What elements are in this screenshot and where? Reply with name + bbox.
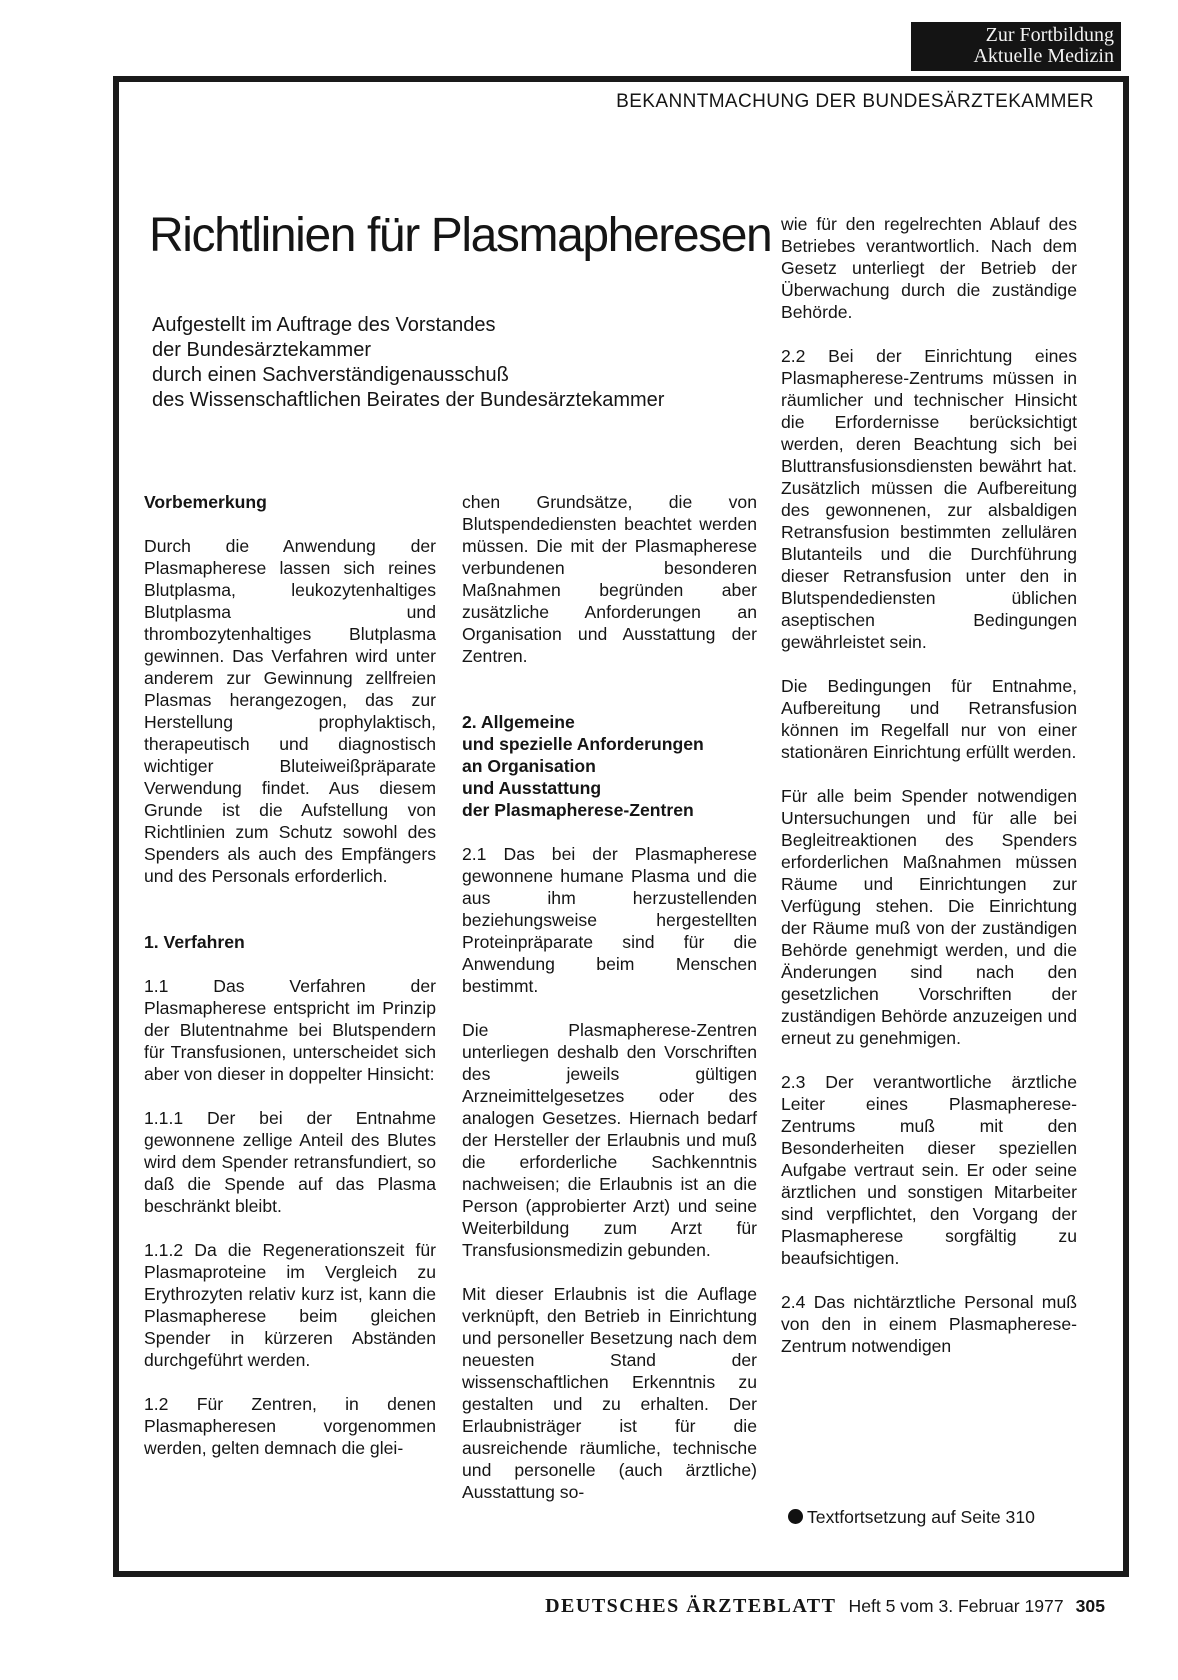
heading-line: und Ausstattung xyxy=(462,778,602,798)
heading-verfahren: 1. Verfahren xyxy=(144,932,245,952)
section-tag-line-2: Aktuelle Medizin xyxy=(973,45,1114,67)
heading-anforderungen xyxy=(462,711,757,821)
bullet-icon xyxy=(788,1509,803,1524)
paragraph-1-2-continued: chen Grundsätze, die von Blutspendediensten beachtet werden müssen. Die mit der Plasmapherese verbundenen besonderen Maßnahmen begründen aber zusätzliche Anforderungen an Organisation und Ausstattung der Zentren. xyxy=(462,492,757,666)
issue-info: Heft 5 vom 3. Februar 1977 xyxy=(848,1596,1064,1616)
paragraph-2-2: 2.2 Bei der Einrichtung eines Plasmapherese-Zentrums müssen in räumlicher und technischer Hinsicht die Erfordernisse berücksichtigt werden, deren Beachtung sich bei Bluttransfusionsdiensten bewährt hat. Zusätzlich müssen die Aufbereitung des gewonnenen, zur alsbaldigen Retransfusion bestimmten zellulären Blutanteils und die Durchführung dieser Retransfusion unter den in Blutspendediensten üblichen aseptischen Bedingungen gewährleistet sein. xyxy=(781,346,1077,652)
paragraph-1-1: 1.1 Das Verfahren der Plasmapherese entspricht im Prinzip der Blutentnahme bei Blutspendern für Transfusionen, unterscheidet sich aber von dieser in doppelter Hinsicht: xyxy=(144,976,436,1084)
paragraph-1-2: 1.2 Für Zentren, in denen Plasmapheresen vorgenommen werden, gelten demnach die glei- xyxy=(144,1394,436,1458)
paragraph-erlaubnis-continued: wie für den regelrechten Ablauf des Betriebes verantwortlich. Nach dem Gesetz unterliegt der Betrieb der Überwachung durch die zuständige Behörde. xyxy=(781,214,1077,322)
subtitle-line: Aufgestellt im Auftrage des Vorstandes xyxy=(152,314,496,336)
text-column-3 xyxy=(781,213,1077,1357)
heading-line: an Organisation xyxy=(462,756,596,776)
paragraph-2-1: 2.1 Das bei der Plasmapherese gewonnene humane Plasma und die aus ihm herzustellenden beziehungsweise hergestellten Proteinpräparate sind für die Anwendung beim Menschen bestimmt. xyxy=(462,844,757,996)
paragraph-bedingungen: Die Bedingungen für Entnahme, Aufbereitung und Retransfusion können im Regelfall nur von einer stationären Einrichtung erfüllt werden. xyxy=(781,676,1077,762)
continuation-note xyxy=(788,1506,1035,1528)
page-footer xyxy=(0,1595,1105,1618)
spacer xyxy=(144,887,436,931)
heading-line: 2. Allgemeine xyxy=(462,712,575,732)
section-tag xyxy=(911,22,1121,71)
article-subtitle xyxy=(152,313,664,413)
page-number: 305 xyxy=(1075,1596,1105,1616)
spacer xyxy=(462,667,757,711)
paragraph-zentren: Die Plasmapherese-Zentren unterliegen deshalb den Vorschriften des jeweils gültigen Arzneimittelgesetzes oder des analogen Gesetzes. Hiernach bedarf der Hersteller der Erlaubnis und muß die erforderliche Sachkenntnis nachweisen; die Erlaubnis ist an die Person (approbierter Arzt) und seine Weiterbildung zum Arzt für Transfusionsmedizin gebunden. xyxy=(462,1020,757,1260)
subtitle-line: des Wissenschaftlichen Beirates der Bundesärztekammer xyxy=(152,389,665,411)
continuation-text: Textfortsetzung auf Seite 310 xyxy=(807,1507,1035,1527)
paragraph-2-3: 2.3 Der verantwortliche ärztliche Leiter eines Plasmapherese-Zentrums muß mit den Besonderheiten dieser speziellen Aufgabe vertraut sein. Er oder seine ärztlichen und sonstigen Mitarbeiter sind verpflichtet, den Vorgang der Plasmapherese sorgfältig zu beaufsichtigen. xyxy=(781,1072,1077,1268)
heading-vorbemerkung: Vorbemerkung xyxy=(144,492,267,512)
heading-line: und spezielle Anforderungen xyxy=(462,734,704,754)
text-column-1 xyxy=(144,491,436,1459)
paragraph-1-1-2: 1.1.2 Da die Regenerationszeit für Plasmaproteine im Vergleich zu Erythrozyten relativ kurz ist, kann die Plasmapherese beim gleichen Spender in kürzeren Abständen durchgeführt werden. xyxy=(144,1240,436,1370)
paragraph-untersuchungen: Für alle beim Spender notwendigen Untersuchungen und für alle bei Begleitreaktionen des Spenders erforderlichen Maßnahmen müssen Räume und Einrichtungen zur Verfügung stehen. Die Einrichtung der Räume muß von der zuständigen Behörde genehmigt werden, und die Änderungen sind nach den gesetzlichen Vorschriften der zuständigen Behörde anzuzeigen und erneut zu genehmigen. xyxy=(781,786,1077,1048)
journal-name: DEUTSCHES ÄRZTEBLATT xyxy=(545,1595,837,1617)
paragraph-vorbemerkung: Durch die Anwendung der Plasmapherese lassen sich reines Blutplasma, leukozytenhaltiges Blutplasma und thrombozytenhaltiges Blutplasma gewinnen. Das Verfahren wird unter anderem zur Gewinnung zellfreien Plasmas herangezogen, das zur Herstellung prophylaktisch, therapeutisch und diagnostisch wichtiger Bluteiweißpräparate Verwendung findet. Aus diesem Grunde ist die Aufstellung von Richtlinien zum Schutz sowohl des Spenders als auch des Empfängers und des Personals erforderlich. xyxy=(144,536,436,886)
paragraph-2-4: 2.4 Das nichtärztliche Personal muß von den in einem Plasmapherese-Zentrum notwendigen xyxy=(781,1292,1077,1356)
announcement-label: BEKANNTMACHUNG DER BUNDESÄRZTEKAMMER xyxy=(616,91,1094,112)
subtitle-line: durch einen Sachverständigenausschuß xyxy=(152,364,509,386)
text-column-2 xyxy=(462,491,757,1503)
subtitle-line: der Bundesärztekammer xyxy=(152,339,371,361)
heading-line: der Plasmapherese-Zentren xyxy=(462,800,694,820)
article-title: Richtlinien für Plasmapheresen xyxy=(149,209,772,262)
paragraph-erlaubnis: Mit dieser Erlaubnis ist die Auflage verknüpft, den Betrieb in Einrichtung und personeller Besetzung nach dem neuesten Stand der wissenschaftlichen Erkenntnis zu gestalten und zu erhalten. Der Erlaubnisträger ist für die ausreichende räumliche, technische und personelle (auch ärztliche) Ausstattung so- xyxy=(462,1284,757,1502)
paragraph-1-1-1: 1.1.1 Der bei der Entnahme gewonnene zellige Anteil des Blutes wird dem Spender retransfundiert, so daß die Spende auf das Plasma beschränkt bleibt. xyxy=(144,1108,436,1216)
section-tag-line-1: Zur Fortbildung xyxy=(985,24,1114,46)
